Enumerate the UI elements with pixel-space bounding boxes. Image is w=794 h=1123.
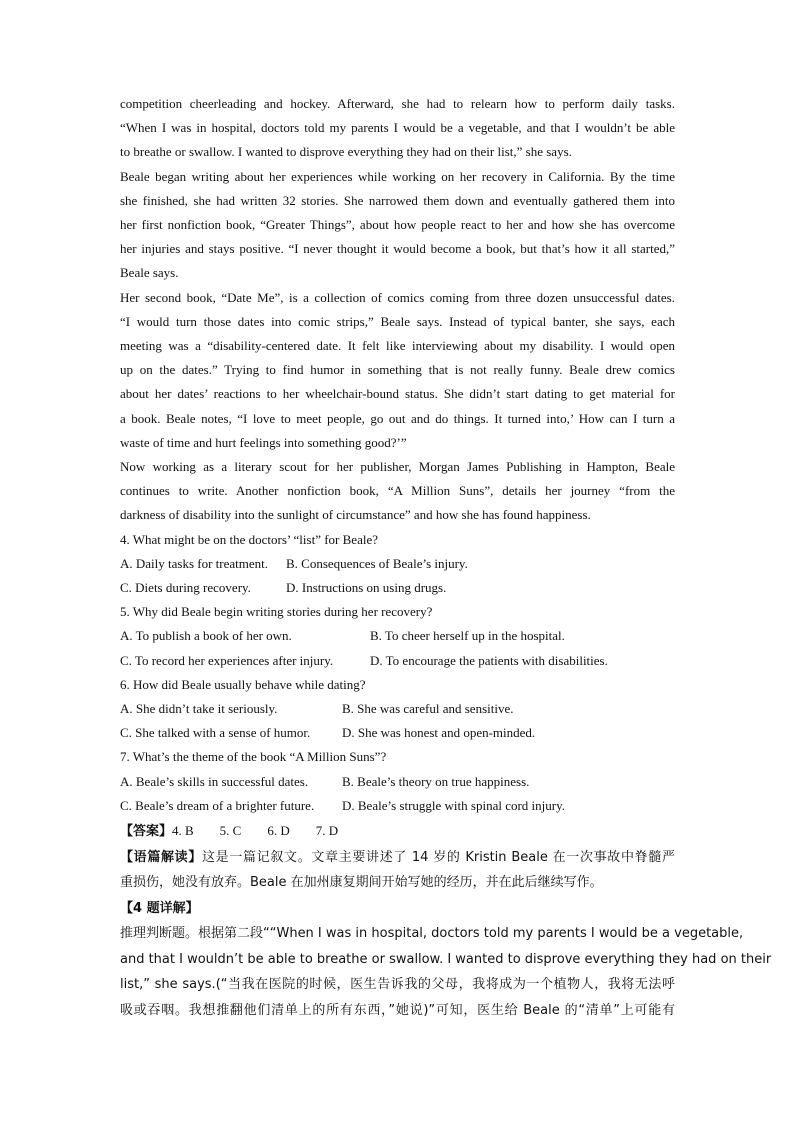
option-row — [120, 552, 675, 576]
interpretation-line: 重损伤，她没有放弃。Beale 在加州康复期间开始写她的经历，并在此后继续写作。 — [120, 875, 603, 891]
passage-line: up on the dates.” Trying to find humor in something that is not really funny. Beale drew comics — [120, 362, 675, 378]
option-b: B. Beale’s theory on true happiness. — [342, 773, 530, 789]
question-6 — [120, 673, 675, 746]
option-c: C. Diets during recovery. — [120, 580, 251, 596]
option-b: B. To cheer herself up in the hospital. — [370, 628, 565, 644]
answer-values: 4. B 5. C 6. D 7. D — [172, 823, 339, 839]
detail-line: and that I wouldn’t be able to breathe or swallow. I wanted to disprove everything they had on their — [120, 951, 772, 967]
question-4 — [120, 528, 675, 601]
option-a: A. Beale’s skills in successful dates. — [120, 773, 309, 789]
question-stem: 6. How did Beale usually behave while dating? — [120, 676, 366, 692]
answer-label: 【答案】 — [120, 824, 173, 840]
passage-line: about her dates’ reactions to her wheelchair-bound status. She didn’t start dating to get material for — [120, 386, 675, 402]
passage-line: her first nonfiction book, “Greater Things”, about how people react to her and how she has overcome — [120, 217, 675, 233]
option-row — [120, 576, 675, 600]
document-page — [120, 92, 772, 1023]
option-d: D. She was honest and open-minded. — [342, 725, 536, 741]
detail-line: list,” she says.(“当我在医院的时候，医生告诉我的父母，我将成为一个植物人，我将无法呼 — [120, 977, 675, 993]
passage-line: Her second book, “Date Me”, is a collection of comics coming from three dozen unsuccessful dates. — [120, 289, 675, 305]
passage-line: a book. Beale notes, “I love to meet people, go out and do things. It turned into,’ How can I turn a — [120, 410, 675, 426]
option-row — [120, 770, 675, 794]
option-b: B. She was careful and sensitive. — [342, 701, 514, 717]
question-stem: 7. What’s the theme of the book “A Million Suns”? — [120, 749, 387, 765]
passage-line: Now working as a literary scout for her publisher, Morgan James Publishing in Hampton, Beale — [120, 459, 675, 475]
detail-line: 吸或吞咽。我想推翻他们清单上的所有东西，”她说)”可知，医生给 Beale 的“清单”上可能有 — [120, 1002, 675, 1018]
option-row — [120, 721, 675, 745]
passage-line: to breathe or swallow. I wanted to disprove everything they had on their list,” she says. — [120, 144, 572, 160]
passage-line: darkness of disability into the sunlight of circumstance” and how she has found happiness. — [120, 507, 591, 523]
passage-line: “I would turn those dates into comic strips,” Beale says. Instead of typical banter, she says, each — [120, 313, 675, 329]
question-7 — [120, 745, 675, 818]
question-stem: 5. Why did Beale begin writing stories during her recovery? — [120, 604, 433, 620]
option-row — [120, 794, 675, 818]
passage — [120, 92, 675, 528]
option-a: A. To publish a book of her own. — [120, 628, 292, 644]
option-c: C. She talked with a sense of humor. — [120, 725, 311, 741]
option-a: A. Daily tasks for treatment. — [120, 555, 269, 571]
option-c: C. To record her experiences after injury. — [120, 652, 334, 668]
option-d: D. To encourage the patients with disabilities. — [370, 652, 608, 668]
answer-line — [120, 818, 675, 845]
option-b: B. Consequences of Beale’s injury. — [286, 555, 468, 571]
interpretation-text: 这是一篇记叙文。文章主要讲述了 14 岁的 Kristin Beale 在一次事故中脊髓严 — [202, 849, 675, 865]
passage-line: she finished, she had written 32 stories. She narrowed them down and eventually gathered them into — [120, 192, 675, 208]
passage-line: her injuries and stays positive. “I never thought it would become a book, but that’s how it all started,” — [120, 241, 675, 257]
option-c: C. Beale’s dream of a brighter future. — [120, 797, 315, 813]
passage-line: competition cheerleading and hockey. Afterward, she had to relearn how to perform daily tasks. — [120, 96, 675, 111]
detail-heading: 【4 题详解】 — [120, 900, 199, 916]
detail-line: 推理判断题。根据第二段““When I was in hospital, doctors told my parents I would be a vegetable, — [120, 926, 744, 942]
passage-line: Beale says. — [120, 265, 179, 281]
option-row — [120, 649, 675, 673]
passage-line: Beale began writing about her experiences while working on her recovery in California. By the time — [120, 168, 675, 184]
question-stem: 4. What might be on the doctors’ “list” for Beale? — [120, 531, 378, 547]
question-5 — [120, 600, 675, 673]
interpretation-label: 【语篇解读】 — [120, 849, 203, 865]
interpretation — [120, 845, 675, 896]
passage-line: waste of time and hurt feelings into something good?’” — [120, 434, 407, 450]
option-a: A. She didn’t take it seriously. — [120, 701, 278, 717]
detail-section — [120, 896, 772, 1024]
option-row — [120, 697, 675, 721]
option-d: D. Beale’s struggle with spinal cord injury. — [342, 797, 566, 813]
passage-line: continues to write. Another nonfiction book, “A Million Suns”, details her journey “from the — [120, 483, 675, 499]
option-row — [120, 624, 675, 648]
passage-line: meeting was a “disability-centered date. It felt like interviewing about my disability. I would open — [120, 338, 675, 354]
passage-line: “When I was in hospital, doctors told my parents I would be a vegetable, and that I wouldn’t be able — [120, 120, 675, 136]
interpretation-line — [120, 845, 675, 871]
option-d: D. Instructions on using drugs. — [286, 580, 447, 596]
